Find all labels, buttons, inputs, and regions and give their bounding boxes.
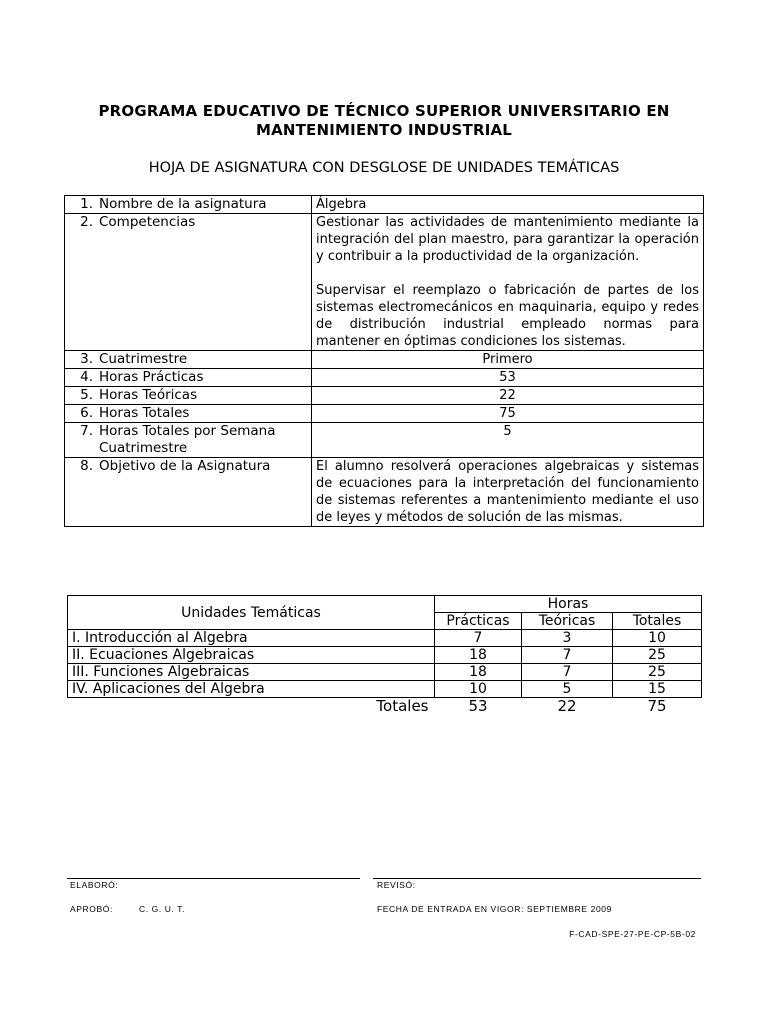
competencia-paragraph-2: Supervisar el reemplazo o fabricación de partes de los sistemas electromecánicos en maquinaria, equipo y redes de distribución industrial empleado normas para mantener en óptimas condiciones los sistemas. <box>316 283 699 349</box>
competencia-paragraph-1: Gestionar las actividades de mantenimiento mediante la integración del plan maestro, para garantizar la operación y contribuir a la productividad de la organización. <box>316 215 699 264</box>
row-label: Competencias <box>99 214 196 230</box>
row-label: Horas Totales por Semana <box>99 423 276 439</box>
competencias-value <box>312 214 704 351</box>
row-number: 4. <box>80 369 93 385</box>
objetivo-value: El alumno resolverá operaciones algebraicas y sistemas de ecuaciones para la interpretación del funcionamiento de sistemas referentes a mantenimiento mediante el uso de leyes y métodos de solución de las mismas. <box>312 458 704 527</box>
aprobo-label: APROBÓ: <box>70 904 113 914</box>
row-label-continued: Cuatrimestre <box>99 440 188 456</box>
table-row <box>68 647 702 664</box>
unit-teoricas: 7 <box>522 664 613 681</box>
row-label: Horas Prácticas <box>99 369 204 385</box>
unit-name: II. Ecuaciones Algebraicas <box>68 647 435 664</box>
unit-practicas: 7 <box>435 630 522 647</box>
cuatrimestre-value: Primero <box>312 351 704 369</box>
total-totales: 75 <box>647 697 667 715</box>
unit-practicas: 10 <box>435 681 522 698</box>
unit-name: I. Introducción al Algebra <box>68 630 435 647</box>
info-row-horas-totales <box>65 405 704 423</box>
unit-totales: 15 <box>613 681 702 698</box>
title-line-1: PROGRAMA EDUCATIVO DE TÉCNICO SUPERIOR UNIVERSITARIO EN <box>98 102 670 120</box>
row-number: 6. <box>80 405 93 421</box>
unit-totales: 10 <box>613 630 702 647</box>
row-label: Cuatrimestre <box>99 351 188 367</box>
unit-name: III. Funciones Algebraicas <box>68 664 435 681</box>
row-number: 8. <box>80 458 93 474</box>
units-column-header: Unidades Temáticas <box>68 596 435 630</box>
unit-teoricas: 3 <box>522 630 613 647</box>
reviso-label: REVISÓ: <box>377 880 416 890</box>
unit-teoricas: 5 <box>522 681 613 698</box>
horas-totales-value: 75 <box>312 405 704 423</box>
row-number: 7. <box>80 423 93 439</box>
row-number: 5. <box>80 387 93 403</box>
row-number: 2. <box>80 214 93 230</box>
row-number: 3. <box>80 351 93 367</box>
signature-line-elaboro <box>67 878 360 879</box>
row-label: Horas Teóricas <box>99 387 198 403</box>
row-number: 1. <box>80 196 93 212</box>
table-row <box>68 664 702 681</box>
practicas-header: Prácticas <box>435 613 522 630</box>
fecha-vigor: FECHA DE ENTRADA EN VIGOR: SEPTIEMBRE 2009 <box>377 904 612 914</box>
unit-totales: 25 <box>613 647 702 664</box>
horas-semana-value: 5 <box>312 423 704 458</box>
totals-row <box>68 698 702 715</box>
subject-info-table <box>64 195 704 527</box>
document-title <box>0 102 768 140</box>
horas-teoricas-value: 22 <box>312 387 704 405</box>
row-label: Objetivo de la Asignatura <box>99 458 271 474</box>
info-row-horas-semana <box>65 423 704 458</box>
horas-practicas-value: 53 <box>312 369 704 387</box>
total-practicas: 53 <box>468 697 488 715</box>
table-row <box>68 681 702 698</box>
signature-line-reviso <box>373 878 701 879</box>
info-row-cuatrimestre <box>65 351 704 369</box>
info-row-horas-teoricas <box>65 387 704 405</box>
unit-name: IV. Aplicaciones del Algebra <box>68 681 435 698</box>
horas-header: Horas <box>435 596 702 613</box>
unit-totales: 25 <box>613 664 702 681</box>
info-row-objetivo <box>65 458 704 527</box>
aprobo-value: C. G. U. T. <box>139 904 186 914</box>
subject-name-value: Álgebra <box>312 196 704 214</box>
total-teoricas: 22 <box>557 697 577 715</box>
unit-practicas: 18 <box>435 647 522 664</box>
info-row-competencias <box>65 214 704 351</box>
units-header-row <box>68 596 702 613</box>
document-code: F-CAD-SPE-27-PE-CP-5B-02 <box>569 929 696 939</box>
elaboro-label: ELABORÓ: <box>70 880 119 890</box>
thematic-units-table <box>67 595 702 714</box>
info-row-horas-practicas <box>65 369 704 387</box>
teoricas-header: Teóricas <box>522 613 613 630</box>
totales-header: Totales <box>613 613 702 630</box>
row-label: Horas Totales <box>99 405 190 421</box>
info-row-name <box>65 196 704 214</box>
unit-teoricas: 7 <box>522 647 613 664</box>
totals-label: Totales <box>376 697 429 715</box>
document-subtitle: HOJA DE ASIGNATURA CON DESGLOSE DE UNIDADES TEMÁTICAS <box>148 160 620 176</box>
title-line-2: MANTENIMIENTO INDUSTRIAL <box>255 121 513 139</box>
table-row <box>68 630 702 647</box>
unit-practicas: 18 <box>435 664 522 681</box>
row-label: Nombre de la asignatura <box>99 196 267 212</box>
